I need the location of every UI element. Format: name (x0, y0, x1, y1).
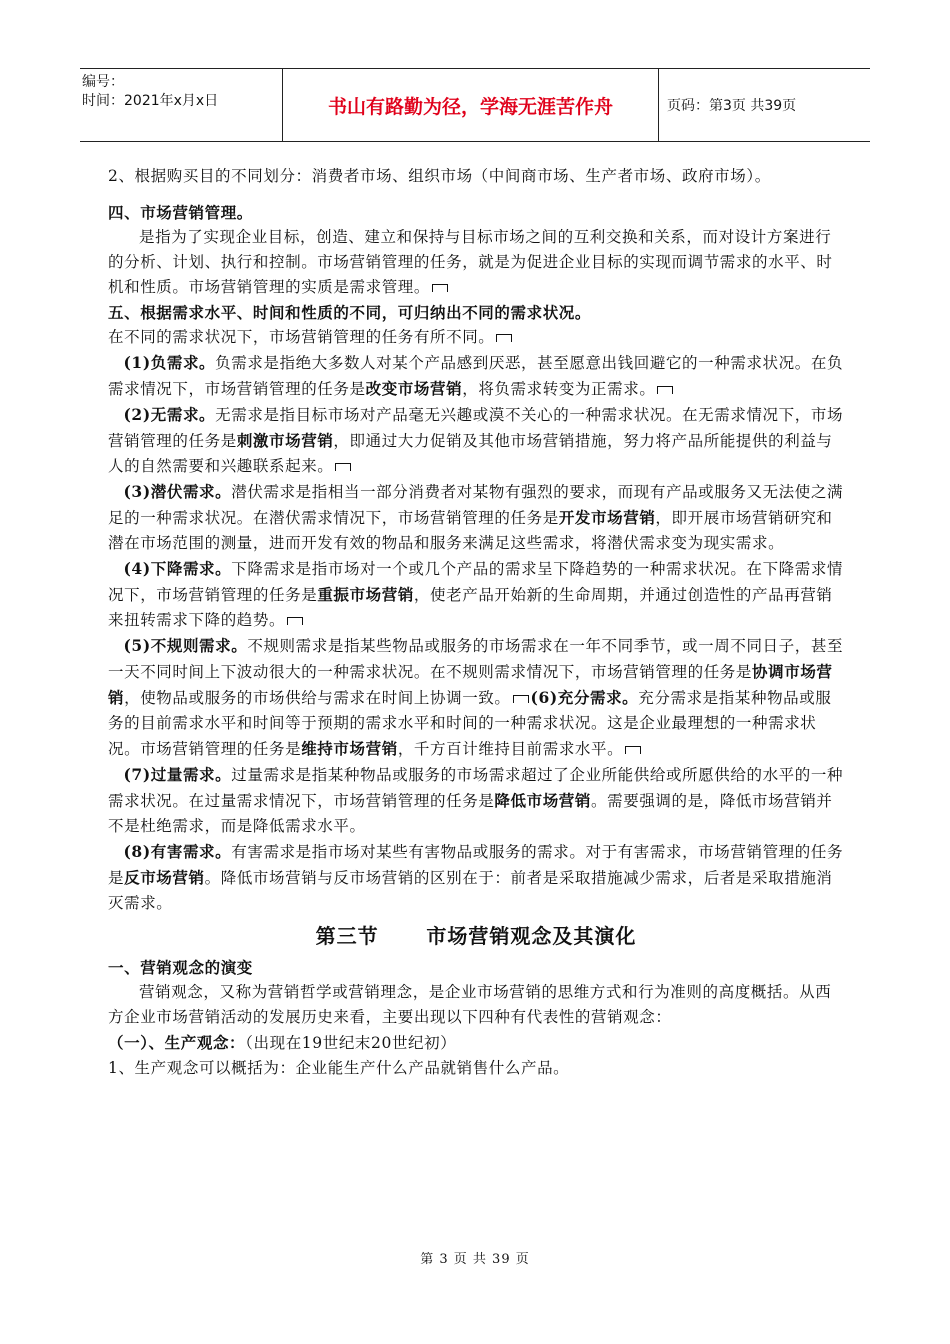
demand-desc: 无需求是指目标市场对产品毫无兴趣或漠不关心的一种需求状况。在无需求情况下，市场营销管理的任务是 (108, 406, 844, 450)
demand-title: (3)潜伏需求。 (123, 482, 232, 501)
paragraph-mark-icon (496, 334, 512, 342)
paragraph-text: 在不同的需求状况下，市场营销管理的任务有所不同。 (108, 328, 495, 346)
demand-title: (7)过量需求。 (123, 765, 232, 784)
paragraph-mark-icon (513, 695, 529, 703)
demand-item-latent (108, 479, 844, 556)
header-meta (80, 69, 283, 141)
demand-desc: 充分需求是指某种物品或服务的目前需求水平和时间等于预期的需求水平和时间的一种需求状况。这是企业最理想的一种需求状况。市场营销管理的任务是 (108, 689, 832, 758)
demand-desc-end: 。降低市场营销与反市场营销的区别在于：前者是采取措施减少需求，后者是采取措施消灭需求。 (108, 869, 833, 912)
header-time: 时间：2021年x月x日 (82, 93, 219, 109)
document-body (108, 158, 844, 1081)
paragraph-concept-evolution: 营销观念，又称为营销哲学或营销理念，是企业市场营销的思维方式和行为准则的高度概括。从西方企业市场营销活动的发展历史来看，主要出现以下四种有代表性的营销观念： (108, 983, 832, 1026)
demand-item-harmful (108, 839, 844, 916)
heading-demand-states: 五、根据需求水平、时间和性质的不同，可归纳出不同的需求状况。 (108, 303, 592, 322)
demand-desc: 潜伏需求是指相当一部分消费者对某物有强烈的要求，而现有产品或服务又无法使之满足的一种需求状况。在潜伏需求情况下，市场营销管理的任务是 (108, 483, 844, 527)
header-code-label: 编号： (82, 74, 124, 90)
paragraph-text: 是指为了实现企业目标，创造、建立和保持与目标市场之间的互利交换和关系，而对设计方案进行的分析、计划、执行和控制。市场营销管理的任务，就是为促进企业目标的实现而调节需求的水平、时机和性质。市场营销管理的实质是需求管理。 (108, 228, 833, 296)
demand-title: (8)有害需求。 (123, 842, 232, 861)
paragraph-mark-icon (287, 617, 303, 625)
demand-desc-end: 。需要强调的是，降低市场营销并不是杜绝需求，而是降低需求水平。 (108, 792, 833, 835)
demand-key: 改变市场营销 (365, 379, 463, 398)
demand-desc: 有害需求是指市场对某些有害物品或服务的需求。对于有害需求，市场营销管理的任务是 (108, 843, 844, 887)
demand-key: 维持市场营销 (301, 739, 398, 758)
demand-desc-end: ，千方百计维持目前需求水平。 (397, 740, 624, 758)
demand-desc-end: ，使老产品开始新的生命周期，并通过创造性的产品再营销来扭转需求下降的趋势。 (108, 586, 833, 629)
demand-title: (6)充分需求。 (530, 688, 639, 707)
page-header (80, 68, 870, 142)
paragraph-mark-icon (657, 386, 673, 394)
demand-item-declining (108, 556, 844, 633)
demand-title: (4)下降需求。 (123, 559, 232, 578)
demand-desc: 负需求是指绝大多数人对某个产品感到厌恶，甚至愿意出钱回避它的一种需求状况。在负需求情况下，市场营销管理的任务是 (108, 354, 844, 398)
header-motto: 书山有路勤为径，学海无涯苦作舟 (283, 69, 659, 141)
demand-item-no-demand (108, 402, 844, 479)
demand-desc-end: ，即开展市场营销研究和潜在市场范围的测量，进而开发有效的物品和服务来满足这些需求，将潜伏需求变为现实需求。 (108, 509, 833, 552)
demand-key: 重振市场营销 (317, 585, 414, 604)
demand-title: (5)不规则需求。 (123, 636, 248, 655)
heading-production-note: （出现在19世纪末20世纪初） (245, 1034, 457, 1052)
demand-desc: 过量需求是指某种物品或服务的市场需求超过了企业所能供给或所愿供给的水平的一种需求状况。在过量需求情况下，市场营销管理的任务是 (108, 766, 844, 810)
demand-key: 协调市场营销 (108, 662, 833, 707)
section-title: 第三节 市场营销观念及其演化 (315, 924, 637, 948)
heading-production-concept (108, 1030, 844, 1056)
demand-item-negative (108, 350, 844, 402)
demand-desc-end: ，即通过大力促销及其他市场营销措施，努力将产品所能提供的利益与人的自然需要和兴趣联系起来。 (108, 432, 833, 475)
heading-production-label: （一）、生产观念： (108, 1033, 246, 1052)
paragraph-mark-icon (625, 746, 641, 754)
heading-concept-evolution: 一、营销观念的演变 (108, 958, 253, 977)
demand-item-excess (108, 762, 844, 839)
paragraph-mark-icon (335, 463, 351, 471)
paragraph-demand-intro (108, 325, 844, 350)
paragraph-marketing-management (108, 225, 844, 300)
demand-desc-end: ，将负需求转变为正需求。 (462, 380, 656, 398)
demand-desc: 下降需求是指市场对一个或几个产品的需求呈下降趋势的一种需求状况。在下降需求情况下，市场营销管理的任务是 (108, 560, 844, 604)
heading-marketing-management: 四、市场营销管理。 (108, 203, 253, 222)
header-page-info: 页码：第3页 共39页 (667, 98, 797, 114)
demand-title: (1)负需求。 (123, 353, 216, 372)
demand-key: 降低市场营销 (494, 791, 592, 810)
demand-desc: 不规则需求是指某些物品或服务的市场需求在一年不同季节，或一周不同日子，甚至一天不同时间上下波动很大的一种需求状况。在不规则需求情况下，市场营销管理的任务是 (108, 637, 844, 681)
demand-key: 反市场营销 (124, 868, 205, 887)
demand-item-irregular (108, 633, 844, 762)
paragraph-production-concept: 1、生产观念可以概括为：企业能生产什么产品就销售什么产品。 (108, 1059, 570, 1077)
demand-title: (2)无需求。 (123, 405, 216, 424)
page-footer: 第 3 页 共 39 页 (420, 1252, 530, 1267)
paragraph-mark-icon (432, 284, 448, 292)
demand-desc-end: ，使物品或服务的市场供给与需求在时间上协调一致。 (124, 689, 511, 707)
demand-key: 开发市场营销 (558, 508, 656, 527)
paragraph-market-division: 2、根据购买目的不同划分：消费者市场、组织市场（中间商市场、生产者市场、政府市场）。 (108, 167, 771, 185)
demand-key: 刺激市场营销 (236, 431, 334, 450)
